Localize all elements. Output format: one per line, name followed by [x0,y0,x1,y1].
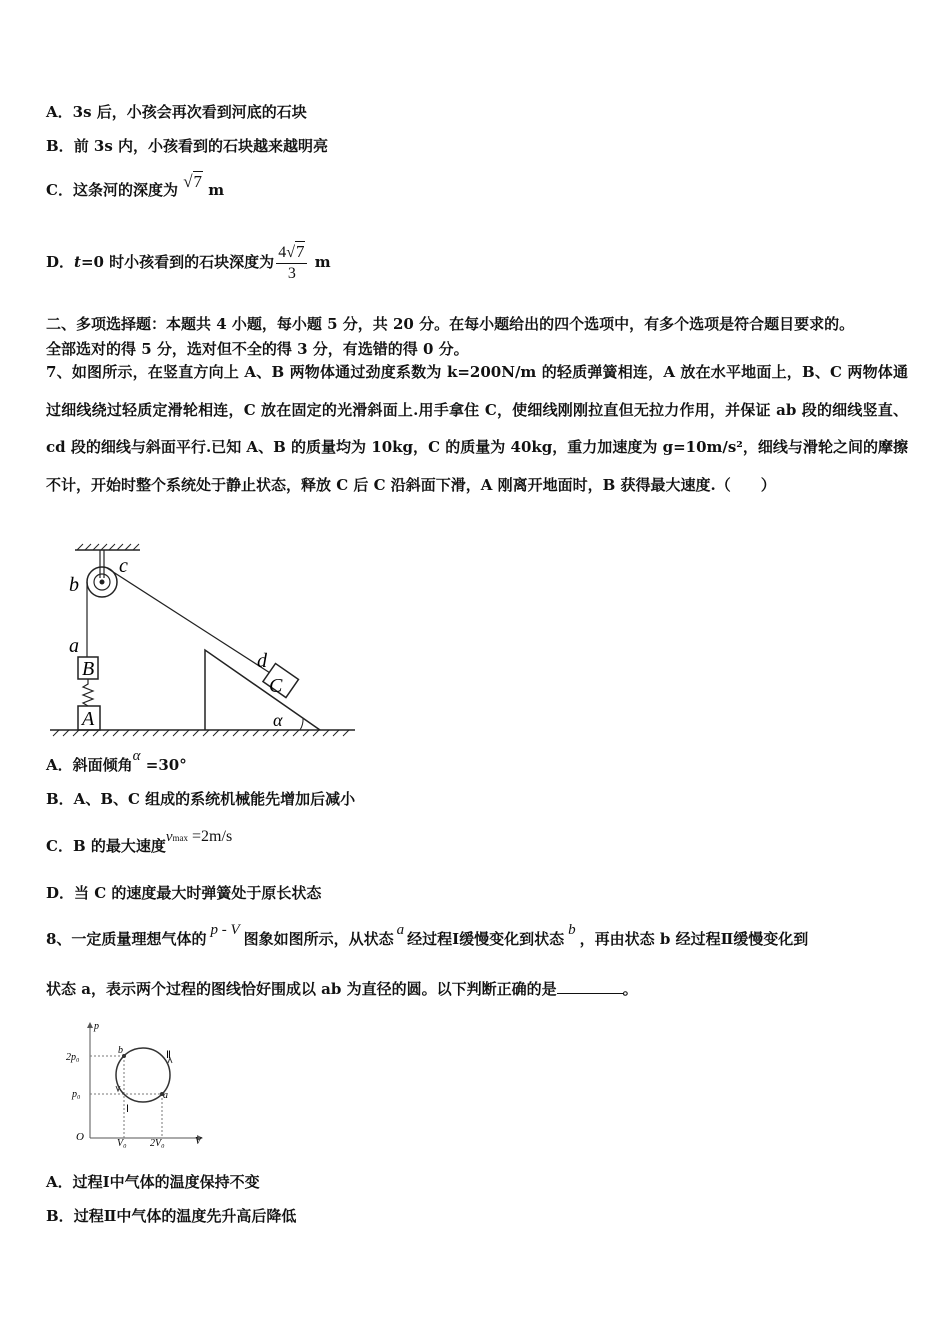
q8-pv-graph [62,1018,222,1148]
label-block-b: B [82,658,95,680]
graph-label-origin: O [76,1131,84,1143]
ground-hatch [53,730,349,736]
label-block-c: C [269,675,283,697]
graph-label-v0: V₀ [117,1138,127,1148]
label-block-a: A [82,708,95,730]
graph-label-2p0: 2p₀ [66,1052,80,1063]
q7-figure [45,542,365,742]
answer-blank [557,979,623,994]
label-a: a [69,635,79,657]
angle-arc [300,718,303,730]
q7-option-c: C．B 的最大速度vmax =2m/s [46,828,233,855]
graph-label-b: b [118,1045,123,1056]
v-max-formula: vmax =2m/s [165,828,233,845]
q6-option-a: A．3s 后，小孩会再次看到河底的石块 [46,103,307,121]
q7-option-b: B．A、B、C 组成的系统机械能先增加后减小 [46,790,356,808]
string-cd [107,568,281,680]
q8-stem-line2: 状态 a，表示两个过程的图线恰好围成以 ab 为直径的圆。以下判断正确的是 。 [46,980,638,998]
spring [83,679,93,706]
q7-stem: 7、如图所示，在竖直方向上 A、B 两物体通过劲度系数为 k=200N/m 的轻质弹簧相连，A 放在水平地面上，B、C 两物体通过细线绕过轻质定滑轮相连，C 放在固定的光滑斜面上.用手拿住 C，使细线刚刚拉直但无拉力作用，并保证 ab 段的细线竖直、cd 段的细线与斜面平行.已知 A、B 的质量均为 10kg，C 的质量为 40kg，重力加速度为 g=10m/s²，细线与滑轮之间的摩擦不计，开始时整个系统处于静止状态，释放 C 后 C 沿斜面下滑，A 刚离开地面时，B 获得最大速度.（ ） [46,363,908,494]
graph-label-process-2: Ⅱ [166,1050,171,1061]
q7-option-d: D．当 C 的速度最大时弹簧处于原长状态 [46,884,322,902]
label-alpha: α [273,710,283,730]
graph-label-v: V [195,1136,202,1147]
section2-heading-line2: 全部选对的得 5 分，选对但不全的得 3 分，有选错的得 0 分。 [46,340,469,358]
q8-option-b: B．过程Ⅱ中气体的温度先升高后降低 [46,1207,297,1225]
section2-heading-line1: 二、多项选择题：本题共 4 小题，每小题 5 分，共 20 分。在每小题给出的四个选项中，有多个选项是符合题目要求的。 [46,315,855,333]
label-b: b [69,574,79,596]
graph-label-p0: p₀ [72,1089,81,1100]
fraction-four-root-seven-over-three: $\frac{4√7}{3}$ [276,242,307,284]
q6-option-d: D．t=0 时小孩看到的石块深度为 $\frac{4√7}{3}$ m [46,242,331,282]
graph-label-p: p [94,1021,99,1032]
graph-label-a: a [163,1090,168,1101]
sqrt-seven: √7 [183,172,203,191]
q7-option-a: A．斜面倾角α =30° [46,748,187,774]
graph-label-2v0: 2V₀ [150,1138,165,1148]
graph-label-process-1: Ⅰ [126,1104,129,1115]
ceiling-hatch [77,544,139,550]
q8-stem-line1: 8、一定质量理想气体的 p - V 图象如图所示，从状态 a 经过程Ⅰ缓慢变化到状态 b ，再由状态 b 经过程Ⅱ缓慢变化到 [46,922,809,948]
q6-option-b: B．前 3s 内，小孩看到的石块越来越明亮 [46,137,329,155]
label-d: d [257,650,267,672]
label-c: c [119,555,128,577]
q6-option-c: C．这条河的深度为 √7 m [46,172,225,199]
q8-option-a: A．过程Ⅰ中气体的温度保持不变 [46,1173,260,1191]
